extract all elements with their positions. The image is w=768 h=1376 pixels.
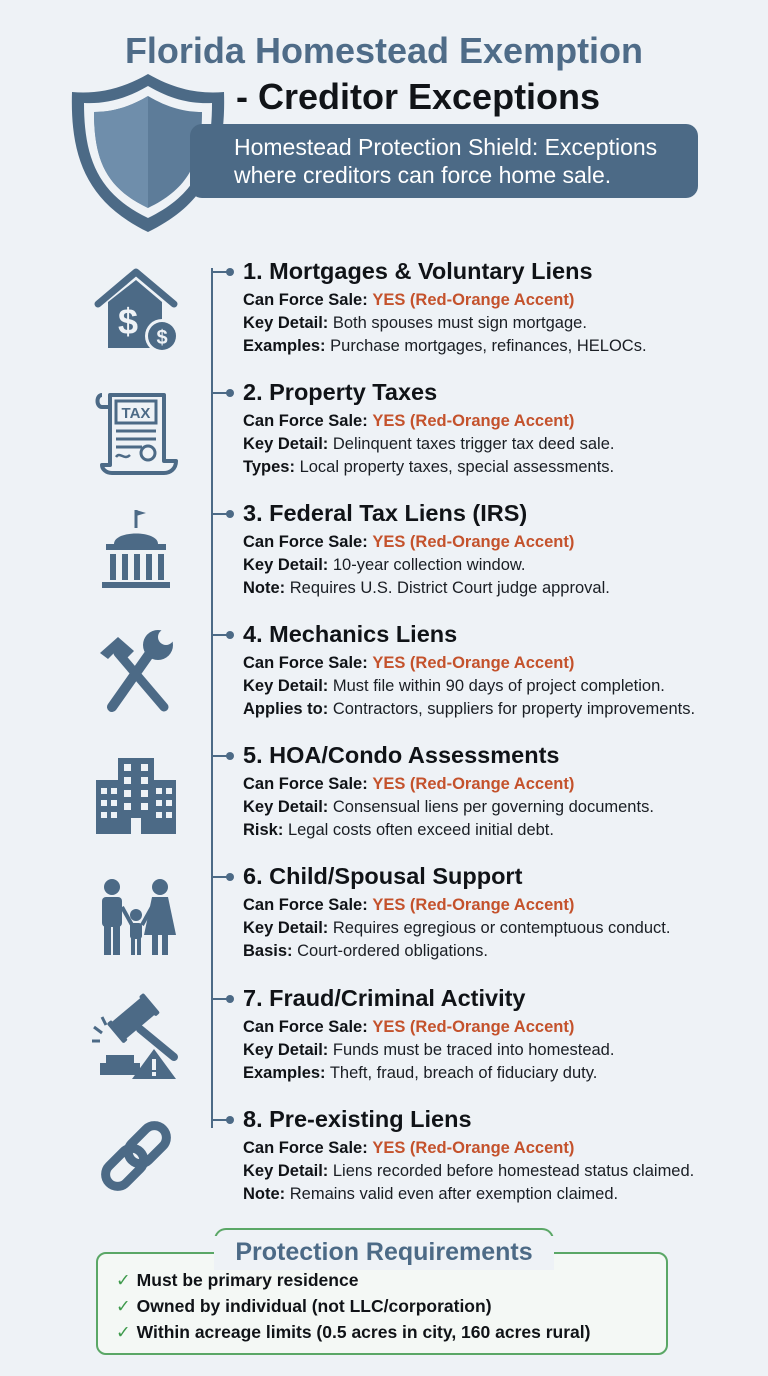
requirement-item: ✓ Must be primary residence	[116, 1270, 359, 1290]
exception-item-mortgages	[0, 258, 768, 378]
check-icon: ✓	[116, 1322, 131, 1342]
item-extra: Types: Local property taxes, special assessments.	[243, 458, 615, 476]
item-key-detail: Key Detail: Liens recorded before homestead status claimed.	[243, 1162, 695, 1180]
item-key-detail: Key Detail: Must file within 90 days of project completion.	[243, 677, 665, 695]
item-heading: 4. Mechanics Liens	[243, 621, 458, 647]
item-extra: Applies to: Contractors, suppliers for property improvements.	[243, 700, 696, 718]
item-force-sale: Can Force Sale: YES (Red-Orange Accent)	[243, 1139, 575, 1157]
chain-link-icon	[88, 1108, 184, 1204]
timeline-dot	[226, 389, 234, 397]
item-extra: Risk: Legal costs often exceed initial debt.	[243, 821, 554, 839]
item-force-sale: Can Force Sale: YES (Red-Orange Accent)	[243, 775, 575, 793]
item-heading: 5. HOA/Condo Assessments	[243, 742, 560, 768]
requirement-item: ✓ Within acreage limits (0.5 acres in city, 160 acres rural)	[116, 1322, 591, 1342]
house-dollar-icon	[88, 260, 184, 356]
timeline-dot	[226, 631, 234, 639]
svg-text:$: $	[117, 301, 139, 342]
exception-item-hoa-condo	[0, 742, 768, 862]
item-force-sale: Can Force Sale: YES (Red-Orange Accent)	[243, 654, 575, 672]
item-heading: 1. Mortgages & Voluntary Liens	[243, 258, 593, 284]
check-icon: ✓	[116, 1296, 131, 1316]
timeline-dot	[226, 510, 234, 518]
exception-item-support	[0, 863, 768, 983]
item-force-sale: Can Force Sale: YES (Red-Orange Accent)	[243, 412, 575, 430]
item-force-sale: Can Force Sale: YES (Red-Orange Accent)	[243, 896, 575, 914]
svg-text:TAX: TAX	[121, 405, 151, 422]
item-key-detail: Key Detail: 10-year collection window.	[243, 556, 526, 574]
item-force-sale: Can Force Sale: YES (Red-Orange Accent)	[243, 291, 575, 309]
item-heading: 8. Pre-existing Liens	[243, 1106, 472, 1132]
item-heading: 7. Fraud/Criminal Activity	[243, 985, 526, 1011]
hammer-wrench-icon	[88, 623, 184, 719]
gavel-warning-icon	[88, 987, 184, 1083]
item-heading: 3. Federal Tax Liens (IRS)	[243, 500, 528, 526]
item-extra: Note: Remains valid even after exemption claimed.	[243, 1185, 619, 1203]
item-key-detail: Key Detail: Requires egregious or contemptuous conduct.	[243, 919, 671, 937]
exception-item-property-taxes	[0, 379, 768, 499]
banner-text: Homestead Protection Shield: Exceptions where creditors can force home sale.	[234, 134, 658, 188]
item-force-sale: Can Force Sale: YES (Red-Orange Accent)	[243, 1018, 575, 1036]
timeline-dot	[226, 1116, 234, 1124]
timeline-dot	[226, 995, 234, 1003]
item-key-detail: Key Detail: Both spouses must sign mortgage.	[243, 314, 587, 332]
svg-text:$: $	[156, 327, 168, 349]
item-extra: Examples: Purchase mortgages, refinances, HELOCs.	[243, 337, 647, 355]
item-key-detail: Key Detail: Delinquent taxes trigger tax deed sale.	[243, 435, 615, 453]
requirement-item: ✓ Owned by individual (not LLC/corporation)	[116, 1296, 492, 1316]
item-key-detail: Key Detail: Consensual liens per governing documents.	[243, 798, 654, 816]
timeline-dot	[226, 752, 234, 760]
condo-building-icon	[88, 744, 184, 840]
item-force-sale: Can Force Sale: YES (Red-Orange Accent)	[243, 533, 575, 551]
tax-document-icon	[88, 381, 184, 477]
timeline-dot	[226, 268, 234, 276]
exception-item-federal-tax-liens	[0, 500, 768, 620]
banner	[190, 124, 698, 198]
item-extra: Examples: Theft, fraud, breach of fiduciary duty.	[243, 1064, 598, 1082]
exception-item-fraud	[0, 985, 768, 1105]
exception-item-pre-existing-liens	[0, 1106, 768, 1226]
family-icon	[88, 865, 184, 961]
page-title: Florida Homestead Exemption	[124, 30, 644, 71]
timeline-dot	[226, 873, 234, 881]
page-subtitle: - Creditor Exceptions	[236, 76, 601, 117]
exception-item-mechanics-liens	[0, 621, 768, 741]
check-icon: ✓	[116, 1270, 131, 1290]
item-extra: Basis: Court-ordered obligations.	[243, 942, 488, 960]
government-building-icon	[88, 502, 184, 598]
item-heading: 2. Property Taxes	[243, 379, 438, 405]
item-heading: 6. Child/Spousal Support	[243, 863, 523, 889]
item-key-detail: Key Detail: Funds must be traced into homestead.	[243, 1041, 615, 1059]
requirements-title: Protection Requirements	[214, 1236, 554, 1270]
item-extra: Note: Requires U.S. District Court judge approval.	[243, 579, 610, 597]
